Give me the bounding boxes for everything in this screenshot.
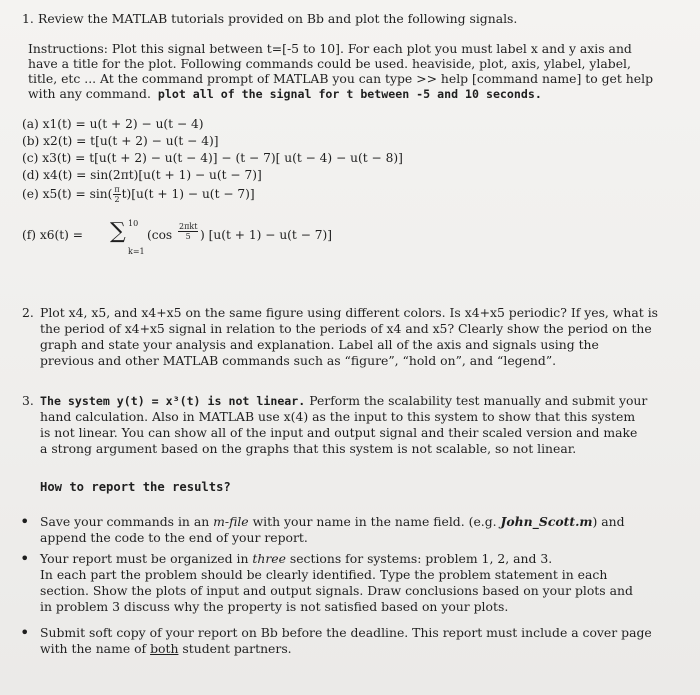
bullet-1-marker: • <box>20 512 30 531</box>
bullet-1-post: ) and <box>592 514 625 529</box>
bullet-2-pre: Your report must be organized in <box>40 551 253 566</box>
bullet-3-pre: with the name of <box>40 641 151 656</box>
bullet-1-italic: m-file <box>213 514 249 529</box>
bullet-3-underline: both <box>150 641 179 656</box>
bullet-2-line-1 <box>40 551 552 566</box>
q1-heading: Review the MATLAB tutorials provided on Bb and plot the following signals. <box>38 11 518 26</box>
bullet-1-line-2: append the code to the end of your report. <box>40 530 308 545</box>
equation-f-cos: (cos <box>147 228 173 242</box>
bullet-2-line-3: section. Show the plots of input and output signals. Draw conclusions based on your plots and <box>40 583 633 598</box>
report-heading: How to report the results? <box>40 480 231 494</box>
q1-instruction-line-2: have a title for the plot. Following commands could be used. heaviside, plot, axis, ylabel, ylabel, <box>28 56 631 71</box>
q3-bold-statement: The system y(t) = x³(t) is not linear. <box>40 394 306 408</box>
q1-number: 1. <box>22 11 34 26</box>
bullet-2-marker: • <box>20 549 30 568</box>
bullet-2-post: sections for systems: problem 1, 2, and 3. <box>285 551 553 566</box>
bullet-3-post: student partners. <box>178 641 292 656</box>
bullet-2-line-2: In each part the problem should be clearly identified. Type the problem statement in each <box>40 567 608 582</box>
equation-f <box>22 216 342 256</box>
equation-f-frac-num: 2πkt <box>179 222 198 231</box>
q3-line-2: hand calculation. Also in MATLAB use x(4) as the input to this system to show that this system <box>40 409 636 424</box>
equation-f-fraction <box>178 222 198 241</box>
equation-f-label: (f) x6(t) = <box>22 228 84 242</box>
bullet-2-italic: three <box>252 551 286 566</box>
equation-e-frac-den: 2 <box>114 195 120 204</box>
q2-line-2: the period of x4+x5 signal in relation to the periods of x4 and x5? Clearly show the period on the <box>40 321 652 336</box>
q3-line-1-rest: Perform the scalability test manually and submit your <box>305 393 648 408</box>
equation-f-sum: ∑ <box>110 219 126 244</box>
equation-f-frac-den: 5 <box>185 232 191 241</box>
bullet-2-line-4: in problem 3 discuss why the property is not satisfied based on your plots. <box>40 599 509 614</box>
equation-e <box>22 185 255 204</box>
q1-instruction-line-3: title, etc ... At the command prompt of MATLAB you can type >> help [command name] to get help <box>28 71 654 86</box>
bullet-1-mid: with your name in the name field. (e.g. <box>248 514 501 529</box>
equation-f-upper: 10 <box>128 219 139 228</box>
bullet-3-marker: • <box>20 623 30 642</box>
equation-d: (d) x4(t) = sin(2πt)[u(t + 1) − u(t − 7)] <box>22 168 262 182</box>
q1-instruction-line-1: Instructions: Plot this signal between t=[-5 to 10]. For each plot you must label x and y axis and <box>28 41 632 56</box>
bullet-3-line-2 <box>40 641 292 656</box>
equation-c: (c) x3(t) = t[u(t + 2) − u(t − 4)] − (t − 7)[ u(t − 4) − u(t − 8)] <box>22 151 403 165</box>
bullet-1-bold-italic: John_Scott.m <box>500 514 593 529</box>
equation-a: (a) x1(t) = u(t + 2) − u(t − 4) <box>22 117 204 131</box>
q2-line-1: Plot x4, x5, and x4+x5 on the same figure using different colors. Is x4+x5 periodic? If yes, what is <box>40 305 659 320</box>
equation-e-frac-num: π <box>114 185 120 194</box>
equation-e-fraction <box>113 185 120 204</box>
q2-line-3: graph and state your analysis and explanation. Label all of the axis and signals using the <box>40 337 599 352</box>
q3-number: 3. <box>22 393 34 408</box>
equation-f-post: ) [u(t + 1) − u(t − 7)] <box>200 228 333 242</box>
equation-f-lower: k=1 <box>128 247 145 256</box>
q1-instruction-line-4 <box>28 86 542 102</box>
q1-instruction-plain: with any command. <box>28 86 151 101</box>
q2-line-4: previous and other MATLAB commands such as “figure”, “hold on”, and “legend”. <box>40 353 557 368</box>
bullet-1-line-1 <box>40 514 625 529</box>
equation-b: (b) x2(t) = t[u(t + 2) − u(t − 4)] <box>22 134 219 148</box>
equation-e-post: t)[u(t + 1) − u(t − 7)] <box>121 187 255 201</box>
bullet-1-pre: Save your commands in an <box>40 514 214 529</box>
q2-number: 2. <box>22 305 34 320</box>
equation-e-pre: (e) x5(t) = sin( <box>22 187 113 201</box>
q3-line-1 <box>40 393 647 409</box>
bullet-3-line-1: Submit soft copy of your report on Bb before the deadline. This report must include a cover page <box>40 625 652 640</box>
q1-instruction-bold: plot all of the signal for t between -5 and 10 seconds. <box>150 87 542 101</box>
q3-line-3: is not linear. You can show all of the input and output signal and their scaled version and make <box>40 425 638 440</box>
q3-line-4: a strong argument based on the graphs that this system is not scalable, so not linear. <box>40 441 577 456</box>
